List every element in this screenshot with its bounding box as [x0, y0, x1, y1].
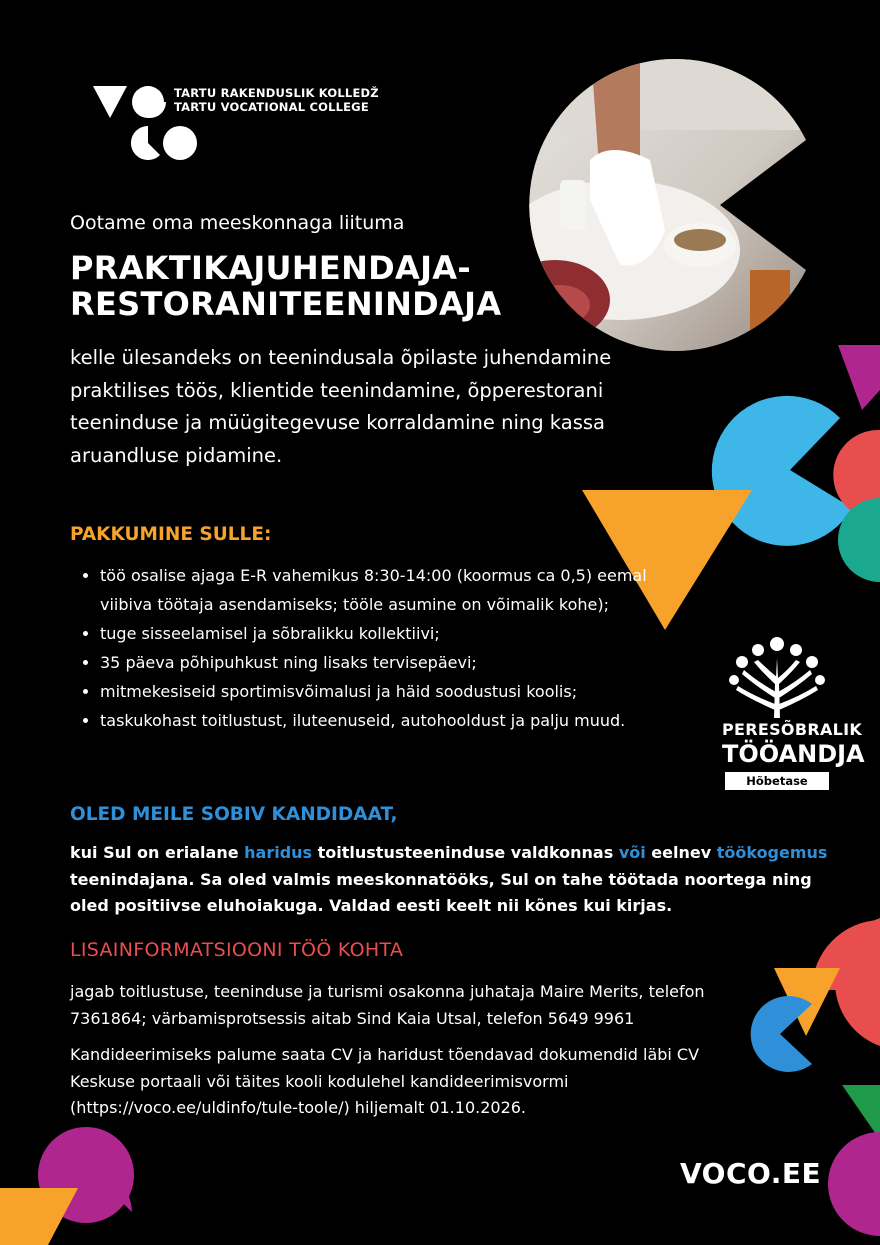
info-heading: LISAINFORMATSIOONI TÖÖ KOHTA: [70, 939, 404, 961]
badge-line1: PERESÕBRALIK: [722, 720, 863, 739]
candidate-text-part: kui Sul on erialane: [70, 843, 245, 862]
restaurant-photo: [500, 40, 830, 380]
highlight-or: või: [618, 843, 646, 862]
college-name-et: TARTU RAKENDUSLIK KOLLEDŽ: [174, 86, 379, 100]
candidate-text: [70, 840, 830, 920]
list-item: • tuge sisseelamisel ja sõbralikku kollektiivi;: [100, 619, 670, 648]
college-name-en: TARTU VOCATIONAL COLLEGE: [174, 100, 369, 114]
family-tree-icon: [722, 632, 832, 722]
highlight-experience: töökogemus: [716, 843, 828, 862]
intro-text: Ootame oma meeskonnaga liituma: [70, 212, 405, 234]
list-item: • taskukohast toitlustust, iluteenuseid, autohooldust ja palju muud.: [100, 706, 670, 735]
job-title: [70, 250, 501, 322]
offer-list: [74, 561, 670, 735]
application-info: Kandideerimiseks palume saata CV ja haridust tõendavad dokumendid läbi CV Keskuse portaali või täites kooli kodulehel kandideerimisvormi (https://voco.ee/uldinfo/tule-toole/) hiljemalt 01.10.2026.: [70, 1045, 700, 1117]
candidate-text-part: eelnev: [645, 843, 717, 862]
candidate-text-part: teenindajana. Sa oled valmis meeskonnatööks, Sul on tahe töötada noortega ning oled positiivse eluhoiakuga. Valdad eesti keelt nii kõnes kui kirjas.: [70, 869, 812, 915]
contact-info: jagab toitlustuse, teeninduse ja turismi osakonna juhataja Maire Merits, telefon 7361864; värbamisprotsessis aitab Sind Kaia Utsal, telefon 5649 9961: [70, 982, 705, 1028]
badge-level: Hõbetase: [725, 772, 829, 790]
job-description: kelle ülesandeks on teenindusala õpilaste juhendamine praktilises töös, klientide teenindamine, õpperestorani teeninduse ja müügitegevuse korraldamine ning kassa aruandluse pidamine.: [70, 346, 612, 467]
list-item: • mitmekesiseid sportimisvõimalusi ja häid soodustusi koolis;: [100, 677, 670, 706]
college-name: [174, 86, 379, 114]
candidate-text-part: toitlustusteeninduse valdkonnas: [312, 843, 619, 862]
list-item: • töö osalise ajaga E-R vahemikus 8:30-14:00 (koormus ca 0,5) eemal viibiva töötaja asendamiseks; tööle asumine on võimalik kohe);: [100, 561, 670, 619]
candidate-heading: OLED MEILE SOBIV KANDIDAAT,: [70, 804, 398, 825]
highlight-education: haridus: [244, 843, 313, 862]
family-friendly-employer-badge: [722, 632, 865, 788]
website-link[interactable]: VOCO.EE: [680, 1157, 822, 1190]
job-title-line1: PRAKTIKAJUHENDAJA-: [70, 249, 471, 287]
job-title-line2: RESTORANITEENINDAJA: [70, 285, 502, 323]
offer-heading: PAKKUMINE SULLE:: [70, 524, 272, 545]
badge-line2: TÖÖANDJA: [722, 740, 865, 768]
list-item: • 35 päeva põhipuhkust ning lisaks tervisepäevi;: [100, 648, 670, 677]
